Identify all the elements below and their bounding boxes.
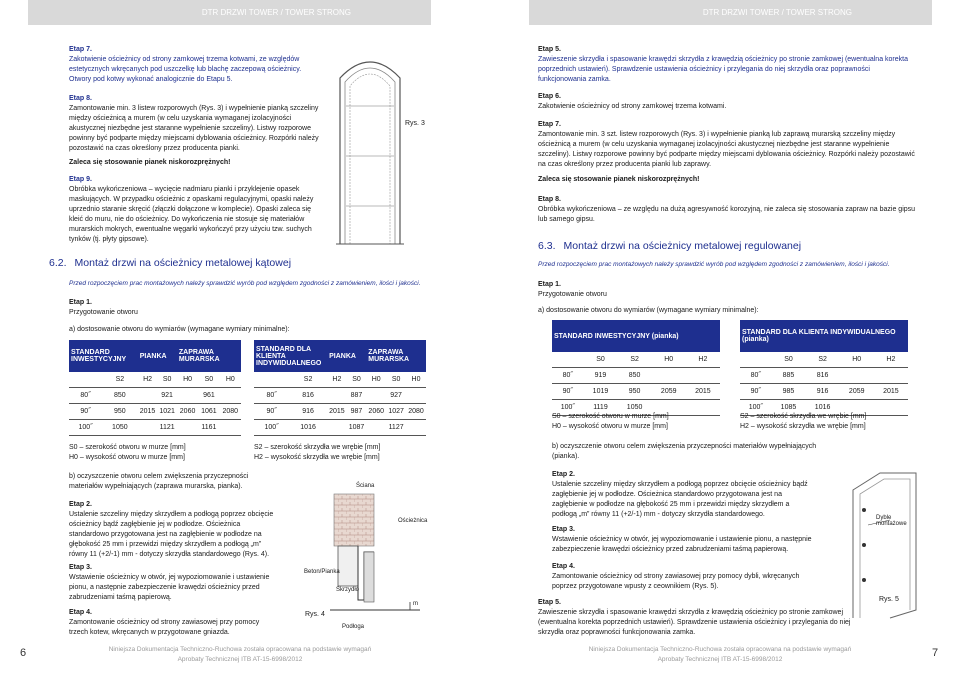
right-legend-s0: S0 – szerokość otworu w murze [mm]	[552, 413, 669, 420]
right-etap5	[538, 45, 918, 85]
left-etap2-text: Ustalenie szczeliny między skrzydłem a podłogą poprzez obcięcie ościeżnicy bądź zagłębienie jej w podłodze. Ościeżnica standardowo przygotowana jest na zagłębienie w podłodze na głębokość 25 mm i przewidzi między skrzydłem a podłogą „m” równy 11 (+2/-1) mm - dotyczy skrzydła standardowego (Rys. 4).	[69, 511, 274, 558]
lt1-h1: STANDARD INWESTYCYJNY	[69, 340, 138, 372]
left-legend-b	[254, 443, 380, 463]
cell: 2015	[327, 404, 347, 420]
table-row	[69, 388, 241, 404]
table-row	[552, 384, 720, 400]
right-etap5b-text: Zawieszenie skrzydła i spasowanie krawędzi skrzydła z krawędzią ościeżnicy po stronie zamkowej (ewentualna korekta poprzednich ustawień). Sprawdzenie ustawienia ościeżnicy i przylegania do niej skrzydła oraz poprawności funkcjonowania zamka.	[538, 609, 851, 636]
cell	[652, 368, 686, 384]
table-row	[69, 404, 241, 420]
cell: 850	[102, 388, 138, 404]
lt2-s2: H2	[327, 372, 347, 388]
cell: 2015	[686, 384, 720, 400]
left-legend-s0: S0 – szerokość otworu w murze [mm]	[69, 444, 186, 451]
table-row	[552, 368, 720, 384]
left-legend-s2: S2 – szerokość skrzydła we wrębie [mm]	[254, 444, 381, 451]
cell: 921	[157, 388, 177, 404]
right-etap5b	[538, 598, 858, 638]
left-etap1-text: Przygotowanie otworu	[69, 309, 138, 316]
left-table-individual	[254, 340, 426, 436]
cell: 950	[618, 384, 652, 400]
cell: 1161	[198, 420, 219, 436]
right-legend-h0: H0 – wysokość otworu w murze [mm]	[552, 423, 668, 430]
left-etap3-text: Wstawienie ościeżnicy w otwór, jej wypoziomowanie i ustawienie pionu, a następnie zabezpieczenie krawędzi ościeżnicy przed zabrudzeniami taśmą papierową.	[69, 574, 270, 601]
rt2-s1: S0	[771, 352, 805, 368]
right-intro: Przed rozpoczęciem prac montażowych należy sprawdzić wyrób pod względem zgodności z zamówieniem, ilości i jakości.	[538, 261, 890, 268]
cell: 887	[347, 388, 367, 404]
right-etap8	[538, 195, 918, 225]
cell	[406, 420, 426, 436]
rt1-s2: S2	[618, 352, 652, 368]
cell	[327, 420, 347, 436]
fig4-sciana: Ściana	[356, 483, 375, 489]
right-etap7	[538, 120, 918, 170]
cell: 1087	[347, 420, 367, 436]
right-warning: Zaleca się stosowanie pianek niskorozprężnych!	[538, 176, 700, 183]
lt1-s5: S0	[198, 372, 219, 388]
cell: 100˝	[740, 400, 771, 416]
cell: 80˝	[254, 388, 289, 404]
left-etap2	[69, 500, 279, 560]
footer-right: Niniejsza Dokumentacja Techniczno-Ruchowa została opracowana na podstawie wymagań Aprobaty Technicznej ITB AT-15-6998/2012	[588, 646, 852, 663]
cell: 1027	[386, 404, 406, 420]
left-etap3	[69, 563, 279, 603]
right-etap2	[552, 470, 812, 520]
fig4-skrzydlo: Skrzydło	[336, 587, 360, 593]
left-etap8-title: Etap 8.	[69, 95, 92, 102]
right-legend-h2: H2 – wysokość skrzydła we wrębie [mm]	[740, 423, 866, 430]
lt1-s2: H2	[138, 372, 158, 388]
cell: 1050	[618, 400, 652, 416]
left-etap2-title: Etap 2.	[69, 501, 92, 508]
right-etap6-title: Etap 6.	[538, 93, 561, 100]
cell: 985	[771, 384, 805, 400]
right-etap4	[552, 562, 812, 592]
fig4-beton: Beton/Pianka	[304, 569, 340, 575]
right-etap6	[538, 92, 918, 112]
cell: 950	[102, 404, 138, 420]
lt1-h3: ZAPRAWA MURARSKA	[177, 340, 241, 372]
header-left-text: DTR DRZWI TOWER / TOWER STRONG	[201, 8, 351, 17]
fig5-label: Dyble montażowe	[876, 515, 907, 527]
left-etap1-title: Etap 1.	[69, 299, 92, 306]
cell: 1016	[806, 400, 840, 416]
cell	[406, 388, 426, 404]
left-etap7-text: Zakotwienie ościeżnicy od strony zamkowej trzema kotwami, ze względów estetycznych wkręcanych pod uszczelkę lub blachę zaczepową ościeżnicy. Otwory pod kotwy wykonać analogicznie do Etapu 5.	[69, 56, 302, 83]
page-number-left: 6	[20, 647, 27, 659]
lt1-h2: PIANKA	[138, 340, 177, 372]
lt2-h3: ZAPRAWA MURARSKA	[366, 340, 426, 372]
lt1-s3: S0	[157, 372, 177, 388]
left-etap8-text: Zamontowanie min. 3 listew rozporowych (Rys. 3) i wypełnienie pianką szczeliny między ościeżnicą a murem (w celu uzyskania wymaganej izolacyjności akustycznej niezbędne jest staranne wypełnienie szczeliny). Listwy rozporowe powinny być podparte między miejscami dyblowania ościeżnicy. Rozpórki należy pozostawić na czas określony przez producenta pianki.	[69, 105, 319, 152]
left-legend-h2: H2 – wysokość skrzydła we wrębie [mm]	[254, 454, 380, 461]
cell	[220, 388, 241, 404]
right-section-title: Montaż drzwi na ościeżnicy metalowej regulowanej	[563, 240, 802, 252]
cell: 1021	[157, 404, 177, 420]
right-legend-a	[552, 412, 669, 432]
table-row	[254, 388, 426, 404]
cell: 2080	[220, 404, 241, 420]
right-etap5b-title: Etap 5.	[538, 599, 561, 606]
cell	[220, 420, 241, 436]
cell: 916	[289, 404, 327, 420]
left-etap9-title: Etap 9.	[69, 176, 92, 183]
right-etap1-title: Etap 1.	[538, 281, 561, 288]
fig4-podloga: Podłoga	[342, 624, 365, 630]
right-etap5-title: Etap 5.	[538, 46, 561, 53]
left-section-title: Montaż drzwi na ościeżnicy metalowej kątowej	[74, 257, 292, 269]
fig4-m: m	[413, 601, 418, 607]
lt1-s6: H0	[220, 372, 241, 388]
rt2-s3: H0	[840, 352, 874, 368]
cell: 961	[198, 388, 219, 404]
left-etap7-title: Etap 7.	[69, 46, 92, 53]
cell: 90˝	[69, 404, 102, 420]
fig5-caption: Rys. 5	[879, 596, 899, 603]
cell: 1121	[157, 420, 177, 436]
cell	[840, 368, 874, 384]
right-etap5-text: Zawieszenie skrzydła i spasowanie krawędzi skrzydła z krawędzią ościeżnicy po stronie zamkowej (ewentualna korekta poprzednich ustawień). Sprawdzenie ustawienia ościeżnicy i przylegania do niej skrzydła oraz poprawności funkcjonowania zamka.	[538, 56, 908, 83]
left-legend-h0: H0 – wysokość otworu w murze [mm]	[69, 454, 185, 461]
right-legend-s2: S2 – szerokość skrzydła we wrębie [mm]	[740, 413, 867, 420]
cell: 987	[347, 404, 367, 420]
cell	[138, 420, 158, 436]
right-b-text: b) oczyszczenie otworu celem zwiększenia przyczepności materiałów wypełniających (pianka).	[552, 443, 817, 460]
left-intro: Przed rozpoczęciem prac montażowych należy sprawdzić wyrób pod względem zgodności z zamówieniem, ilości i jakości.	[69, 280, 421, 287]
right-table-investor	[552, 320, 720, 416]
cell: 1016	[289, 420, 327, 436]
cell: 80˝	[740, 368, 771, 384]
cell: 927	[386, 388, 406, 404]
cell: 90˝	[254, 404, 289, 420]
cell: 1127	[386, 420, 406, 436]
cell: 1085	[771, 400, 805, 416]
cell: 1119	[583, 400, 617, 416]
cell	[327, 388, 347, 404]
cell: 2015	[138, 404, 158, 420]
lt1-s4: H0	[177, 372, 198, 388]
cell	[686, 368, 720, 384]
header-band-left	[28, 0, 431, 25]
left-etap9	[69, 175, 319, 245]
rt1-s3: H0	[652, 352, 686, 368]
left-section-heading	[49, 257, 291, 269]
cell: 90˝	[740, 384, 771, 400]
right-etap7-text: Zamontowanie min. 3 szt. listew rozporowych (Rys. 3) i wypełnienie pianką lub zaprawą murarską szczeliny między ościeżnicą a murem (w celu uzyskania wymaganej izolacyjności akustycznej niezbędne jest staranne wypełnienie szczeliny). Listwy rozporowe powinny być podparte między miejscami dyblowania ościeżnicy. Rozpórki należy pozostawić na czas określony przez producenta pianki lub zaprawy.	[538, 131, 915, 168]
table-row	[254, 420, 426, 436]
cell: 90˝	[552, 384, 583, 400]
lt2-s1: S2	[289, 372, 327, 388]
cell: 100˝	[552, 400, 583, 416]
right-table-individual	[740, 320, 908, 416]
cell: 1061	[198, 404, 219, 420]
right-etap6-text: Zakotwienie ościeżnicy od strony zamkowej trzema kotwami.	[538, 103, 727, 110]
right-section-num: 6.3.	[538, 240, 556, 252]
left-a-text: a) dostosowanie otworu do wymiarów (wymagane wymiary minimalne):	[69, 326, 290, 333]
cell: 850	[618, 368, 652, 384]
lt2-s4: H0	[366, 372, 386, 388]
left-etap9-text: Obróbka wykończeniowa – wycięcie nadmiaru pianki i przyklejenie opasek maskujących. W przypadku ościeżnic z opaskami regulacyjnymi, opaski należy uprzednio staranie skręcić (złączki dołączone w komplecie). Opaski zaleca się kleić do muru, nie do ościeżnicy. Do wykończenia nie stosuje się materiałów murarskich mokrych, ewentualne węgarki wykończyć przy użyciu tzw. suchych tynków (tj. płyty gipsowe).	[69, 186, 314, 243]
table-row	[69, 420, 241, 436]
footer-left: Niniejsza Dokumentacja Techniczno-Ruchowa została opracowana na podstawie wymagań Aprobaty Technicznej ITB AT-15-6998/2012	[108, 646, 372, 663]
rt2-h1: STANDARD DLA KLIENTA INDYWIDUALNEGO (pianka)	[740, 320, 908, 352]
cell	[366, 420, 386, 436]
cell: 80˝	[552, 368, 583, 384]
cell: 816	[806, 368, 840, 384]
cell: 885	[771, 368, 805, 384]
cell	[177, 388, 198, 404]
cell: 100˝	[69, 420, 102, 436]
cell: 80˝	[69, 388, 102, 404]
fig4-caption: Rys. 4	[305, 611, 325, 618]
cell: 1019	[583, 384, 617, 400]
right-etap4-text: Zamontowanie ościeżnicy od strony zawiasowej przy pomocy dybli, wkręcanych poprzez przygotowane wpusty z ceownikiem (Rys. 5).	[552, 573, 800, 590]
cell: 2080	[406, 404, 426, 420]
right-a-text: a) dostosowanie otworu do wymiarów (wymagane wymiary minimalne):	[538, 307, 759, 314]
fig3-label: Rys. 3	[405, 120, 425, 127]
left-etap1	[69, 298, 319, 318]
right-etap8-title: Etap 8.	[538, 196, 561, 203]
lt2-s5: S0	[386, 372, 406, 388]
right-etap1-text: Przygotowanie otworu	[538, 291, 607, 298]
lt2-h1: STANDARD DLA KLIENTA INDYWIDUALNEGO	[254, 340, 327, 372]
left-etap3-title: Etap 3.	[69, 564, 92, 571]
cell	[874, 400, 908, 416]
rt1-s4: H2	[686, 352, 720, 368]
cell	[138, 388, 158, 404]
table-row	[740, 368, 908, 384]
rt2-s4: H2	[874, 352, 908, 368]
lt2-h2: PIANKA	[327, 340, 366, 372]
left-etap7	[69, 45, 319, 85]
cell	[874, 368, 908, 384]
cell: 2059	[840, 384, 874, 400]
cell: 100˝	[254, 420, 289, 436]
right-section-heading	[538, 240, 801, 252]
left-section-num: 6.2.	[49, 257, 67, 269]
left-etap4	[69, 608, 279, 638]
table-row	[254, 404, 426, 420]
rt1-h1: STANDARD INWESTYCYJNY (pianka)	[552, 320, 720, 352]
cell: 916	[806, 384, 840, 400]
left-warning: Zaleca się stosowanie pianek niskorozprężnych!	[69, 159, 231, 166]
cell: 2015	[874, 384, 908, 400]
lt2-s6: H0	[406, 372, 426, 388]
right-etap8-text: Obróbka wykończeniowa – ze względu na dużą agresywność korozyjną, nie zaleca się stosowania zapraw na bazie gipsu lub samego gipsu.	[538, 206, 916, 223]
right-legend-b	[740, 412, 866, 432]
cell: 816	[289, 388, 327, 404]
cell: 2060	[366, 404, 386, 420]
door-arch-figure	[336, 46, 404, 246]
lt1-s1: S2	[102, 372, 138, 388]
cell: 1050	[102, 420, 138, 436]
left-etap4-text: Zamontowanie ościeżnicy od strony zawiasowej przy pomocy trzech kotew, wkręcanych w przygotowane gniazda.	[69, 619, 260, 636]
fig4-osciez: Ościeżnica	[398, 518, 428, 524]
right-etap3-title: Etap 3.	[552, 526, 575, 533]
lt2-s3: S0	[347, 372, 367, 388]
rt2-s2: S2	[806, 352, 840, 368]
right-etap2-text: Ustalenie szczeliny między skrzydłem a podłogą poprzez obcięcie ościeżnicy bądź zagłębienie jej w podłodze. Ościeżnica standardowo przygotowana jest na zagłębienie w podłodze na głębokość 25 mm i przewidzi między skrzydłem a podłogą „m” równy 11 (+2/-1) mm - dotyczy skrzydła standardowego.	[552, 481, 808, 518]
right-etap1	[538, 280, 788, 300]
table-row	[740, 384, 908, 400]
cell: 2060	[177, 404, 198, 420]
left-etap8	[69, 94, 319, 154]
header-band-right	[529, 0, 932, 25]
left-legend-a	[69, 443, 186, 463]
page-number-right: 7	[932, 647, 939, 659]
cell: 2059	[652, 384, 686, 400]
right-etap7-title: Etap 7.	[538, 121, 561, 128]
cell	[686, 400, 720, 416]
cell: 919	[583, 368, 617, 384]
cell	[177, 420, 198, 436]
left-etap4-title: Etap 4.	[69, 609, 92, 616]
left-b-text: b) oczyszczenie otworu celem zwiększenia przyczepności materiałów wypełniających (zaprawa murarska, pianka).	[69, 473, 249, 490]
rt1-s1: S0	[583, 352, 617, 368]
right-etap3-text: Wstawienie ościeżnicy w otwór, jej wypoziomowanie i ustawienie pionu, a następnie zabezpieczenie krawędzi ościeżnicy przed zabrudzeniami taśmą papierową.	[552, 536, 812, 553]
right-etap3	[552, 525, 812, 555]
frame-section-figure	[330, 490, 420, 630]
right-etap4-title: Etap 4.	[552, 563, 575, 570]
cell	[366, 388, 386, 404]
header-right-text: DTR DRZWI TOWER / TOWER STRONG	[702, 8, 852, 17]
left-table-investor	[69, 340, 241, 436]
right-etap2-title: Etap 2.	[552, 471, 575, 478]
